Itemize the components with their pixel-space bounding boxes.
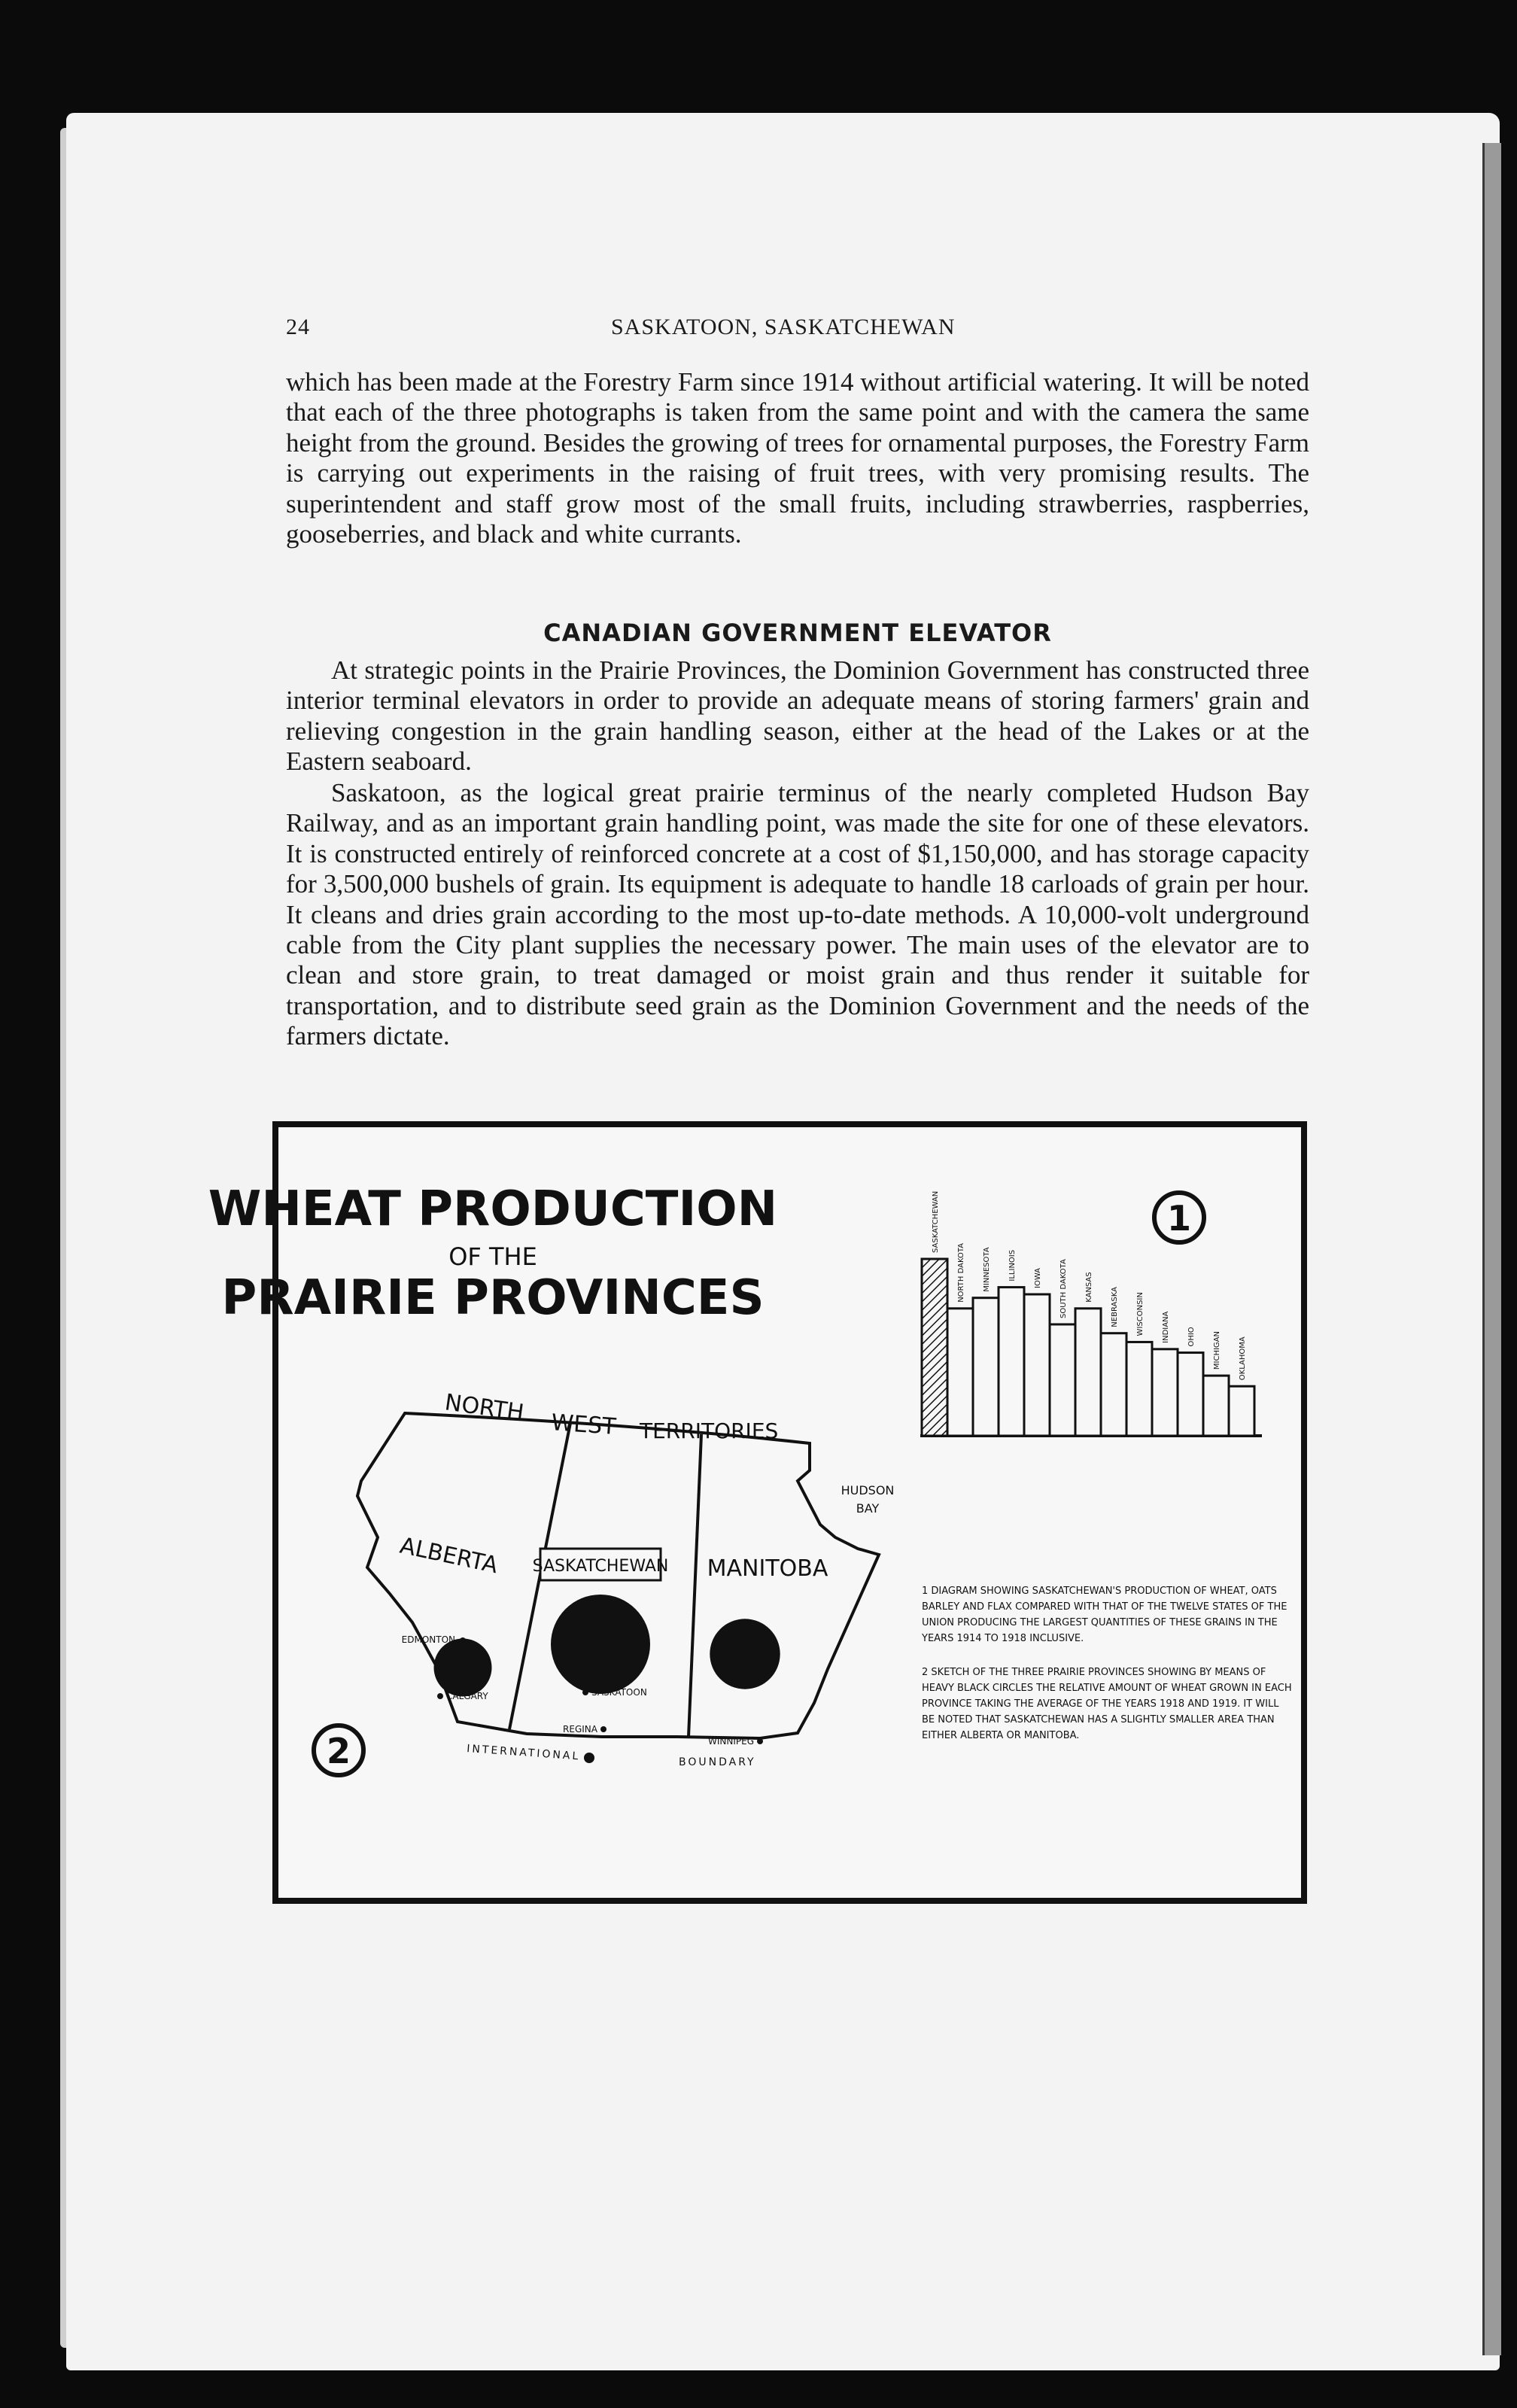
page-edge-shadow: [1482, 143, 1501, 2355]
bar-ohio: [1178, 1353, 1203, 1436]
label-bay: BAY: [856, 1501, 880, 1516]
alberta-production-circle: [434, 1639, 492, 1697]
paragraph-saskatoon-elevator: Saskatoon, as the logical great prairie terminus of the nearly completed Hudson Bay Railway, and as an important grain handling point, was made the site for one of these elevators. It is constructed entirely of reinforced concrete at a cost of $1,150,000, and has storage capacity for 3,500,000 bushels of grain. Its equipment is adequate to handle 18 carloads of grain per hour. It cleans and dries grain according to the most up-to-date methods. A 10,000-volt underground cable from the City plant supplies the necessary power. The main uses of the elevator are to clean and store grain, to treat damaged or moist grain and thus render it suitable for transportation, and to distribute seed grain as the Dominion Government and the needs of the farmers dictate.: [286, 778, 1309, 1051]
saskatchewan-manitoba-border: [689, 1434, 701, 1737]
saskatoon-dot: [582, 1689, 588, 1695]
bar-label-illinois: ILLINOIS: [1008, 1249, 1017, 1282]
bar-label-north-dakota: NORTH DAKOTA: [957, 1242, 965, 1303]
figure-note-2-line: EITHER ALBERTA OR MANITOBA.: [922, 1730, 1080, 1741]
manitoba-production-circle: [710, 1619, 780, 1689]
figure-note-2-line: HEAVY BLACK CIRCLES THE RELATIVE AMOUNT OF WHEAT GROWN IN EACH: [922, 1683, 1292, 1694]
boundary-marker: [584, 1753, 594, 1763]
bar-label-south-dakota: SOUTH DAKOTA: [1059, 1259, 1068, 1318]
figure-note-1-line: UNION PRODUCING THE LARGEST QUANTITIES OF THESE GRAINS IN THE: [922, 1617, 1278, 1628]
calgary-dot: [437, 1693, 443, 1699]
label-calgary: CALGARY: [446, 1691, 488, 1701]
bar-label-indiana: INDIANA: [1162, 1311, 1170, 1343]
bar-label-nebraska: NEBRASKA: [1111, 1287, 1119, 1327]
bar-label-saskatchewan: SASKATCHEWAN: [932, 1190, 940, 1253]
bar-minnesota: [973, 1298, 999, 1436]
figure-note-2-line: PROVINCE TAKING THE AVERAGE OF THE YEARS 1918 AND 1919. IT WILL: [922, 1698, 1279, 1710]
edmonton-dot: [460, 1637, 466, 1643]
bar-label-oklahoma: OKLAHOMA: [1239, 1336, 1247, 1381]
bar-iowa: [1024, 1294, 1050, 1436]
bar-label-wisconsin: WISCONSIN: [1136, 1292, 1145, 1336]
bar-nebraska: [1101, 1333, 1126, 1436]
bar-wisconsin: [1126, 1342, 1152, 1436]
label-west: WEST: [550, 1409, 617, 1440]
bar-michigan: [1203, 1376, 1229, 1436]
bar-oklahoma: [1229, 1386, 1254, 1436]
bar-kansas: [1075, 1309, 1101, 1436]
label-north: NORTH: [442, 1389, 526, 1427]
figure-canvas: [208, 1127, 1301, 1898]
prairie-map: [357, 1389, 894, 1768]
marker-2-label: 2: [326, 1731, 351, 1771]
label-alberta: ALBERTA: [397, 1532, 500, 1579]
bar-label-minnesota: MINNESOTA: [983, 1247, 991, 1292]
winnipeg-dot: [757, 1738, 763, 1744]
label-territories: TERRITORIES: [640, 1418, 779, 1443]
label-hudson: HUDSON: [841, 1483, 895, 1497]
running-title: SASKATOON, SASKATCHEWAN: [611, 315, 956, 339]
label-regina: REGINA: [563, 1724, 597, 1735]
figure-note-1-line: 1 DIAGRAM SHOWING SASKATCHEWAN'S PRODUCTION OF WHEAT, OATS: [922, 1586, 1277, 1597]
bar-chart: [920, 1191, 1262, 1436]
section-title: CANADIAN GOVERNMENT ELEVATOR: [543, 619, 1052, 647]
page-number: 24: [286, 315, 310, 339]
figure-title-line2: OF THE: [448, 1242, 537, 1271]
label-boundary: BOUNDARY: [679, 1756, 756, 1768]
figure-note-1-line: BARLEY AND FLAX COMPARED WITH THAT OF THE TWELVE STATES OF THE: [922, 1601, 1287, 1613]
wheat-production-figure: [208, 1121, 1307, 1904]
label-edmonton: EDMONTON: [401, 1634, 455, 1645]
bar-label-iowa: IOWA: [1034, 1267, 1042, 1288]
bar-south-dakota: [1050, 1324, 1075, 1436]
bar-label-michigan: MICHIGAN: [1213, 1330, 1221, 1370]
bar-north-dakota: [947, 1309, 973, 1436]
regina-dot: [600, 1726, 606, 1732]
bar-illinois: [999, 1288, 1024, 1436]
figure-note-2-line: BE NOTED THAT SASKATCHEWAN HAS A SLIGHTLY SMALLER AREA THAN: [922, 1714, 1275, 1725]
label-winnipeg: WINNIPEG: [707, 1736, 754, 1747]
figure-title-line1: WHEAT PRODUCTION: [208, 1181, 778, 1237]
bar-label-ohio: OHIO: [1187, 1327, 1196, 1347]
figure-notes: [921, 1586, 1292, 1741]
label-saskatchewan: SASKATCHEWAN: [532, 1557, 669, 1576]
marker-1-label: 1: [1166, 1198, 1192, 1239]
label-saskatoon: SASKATOON: [591, 1687, 647, 1698]
paragraph-elevators: At strategic points in the Prairie Provinces, the Dominion Government has constructed three interior terminal elevators in order to provide an adequate means of storing farmers' grain and relieving congestion in the grain handling season, either at the head of the Lakes or at the Eastern seaboard.: [286, 655, 1309, 777]
bar-indiana: [1152, 1349, 1178, 1436]
figure-title-line3: PRAIRIE PROVINCES: [221, 1270, 765, 1326]
paragraph-forestry-farm: which has been made at the Forestry Farm since 1914 without artificial watering. It will be noted that each of the three photographs is taken from the same point and with the camera the same height from the ground. Besides the growing of trees for ornamental purposes, the Forestry Farm is carrying out experiments in the raising of fruit trees, with very promising results. The superintendent and staff grow most of the small fruits, including strawberries, raspberries, gooseberries, and black and white currants.: [286, 367, 1309, 549]
saskatchewan-production-circle: [551, 1595, 650, 1694]
label-manitoba: MANITOBA: [707, 1555, 828, 1582]
figure-note-1-line: YEARS 1914 TO 1918 INCLUSIVE.: [922, 1633, 1084, 1644]
bar-saskatchewan: [922, 1259, 947, 1436]
label-international: INTERNATIONAL: [466, 1743, 581, 1763]
figure-note-2-line: 2 SKETCH OF THE THREE PRAIRIE PROVINCES SHOWING BY MEANS OF: [922, 1667, 1266, 1678]
bar-label-kansas: KANSAS: [1085, 1272, 1093, 1303]
